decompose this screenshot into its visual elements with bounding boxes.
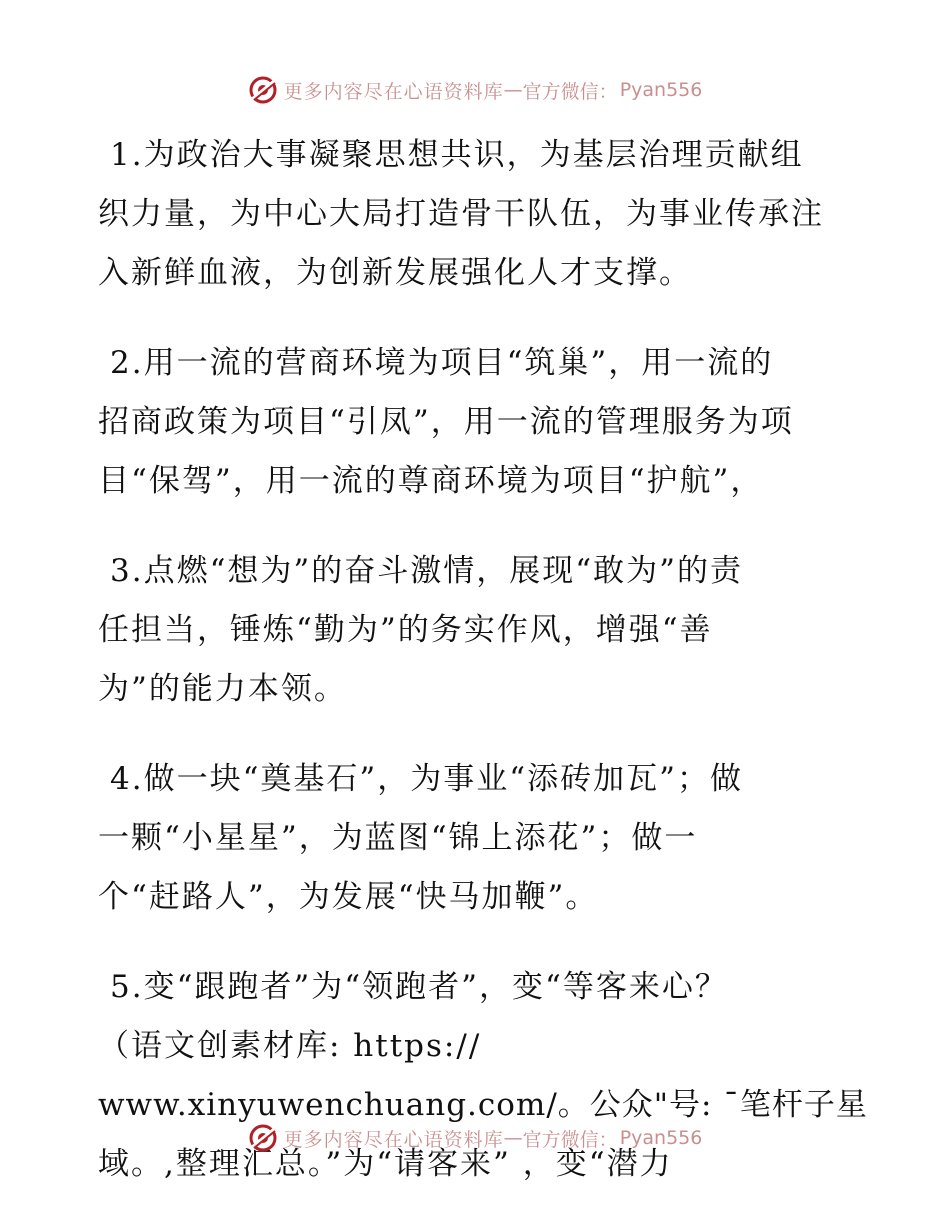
paragraph-5 [98,958,868,1194]
document-body [98,126,868,1225]
text-line: 招商政策为项目“引凤”，用一流的管理服务为项 [98,404,794,440]
paragraph-3 [98,542,858,719]
text-line: 入新鲜血液，为创新发展强化人才支撑。 [98,255,692,291]
text-line: 5.变“跟跑者”为“领跑者”，变“等客来心？ [110,969,728,1005]
text-line: 4.做一块“奠基石”，为事业“添砖加瓦”；做 [110,761,743,797]
text-line: 1.为政治大事凝聚思想共识，为基层治理贡献组 [110,137,804,173]
text-line: （语文创素材库: https:// [98,1028,482,1064]
text-line: www.xinyuwenchuang.com/。公众"号: ¯笔杆子星 [98,1087,868,1123]
header-brand-text: 更多内容尽在心语资料库 [283,80,504,103]
paragraph-1 [98,126,858,303]
brand-logo-icon [248,1123,278,1153]
text-line: 一颗“小星星”，为蓝图“锦上添花”；做一 [98,820,698,856]
text-line: 3.点燃“想为”的奋斗激情，展现“敢为”的责 [110,553,743,589]
footer-separator: — [503,1127,523,1149]
brand-logo-icon [248,75,278,105]
header-separator: — [503,79,523,101]
text-line: 目“保驾”，用一流的尊商环境为项目“护航”， [98,463,764,499]
header-watermark [0,70,950,110]
text-line: 任担当，锤炼“勤为”的务实作风，增强“善 [98,612,713,648]
text-line: 为”的能力本领。 [98,671,347,707]
footer-wechat-id: Pyan556 [619,1127,703,1149]
footer-brand-text: 更多内容尽在心语资料库 [283,1128,504,1151]
text-line: 个“赶路人”，为发展“快马加鞭”。 [98,879,599,915]
header-wechat-id: Pyan556 [619,79,703,101]
footer-wechat-label: 官方微信： [522,1128,618,1151]
header-wechat-label: 官方微信： [522,80,618,103]
footer-watermark [0,1118,950,1158]
text-line: 域。,整理汇总。”为“请客来” ，变“潜力 [98,1146,673,1182]
paragraph-4 [98,750,858,927]
text-line: 织力量，为中心大局打造骨干队伍，为事业传承注 [98,196,824,232]
paragraph-2 [98,334,858,511]
text-line: 2.用一流的营商环境为项目“筑巢”，用一流的 [110,345,774,381]
